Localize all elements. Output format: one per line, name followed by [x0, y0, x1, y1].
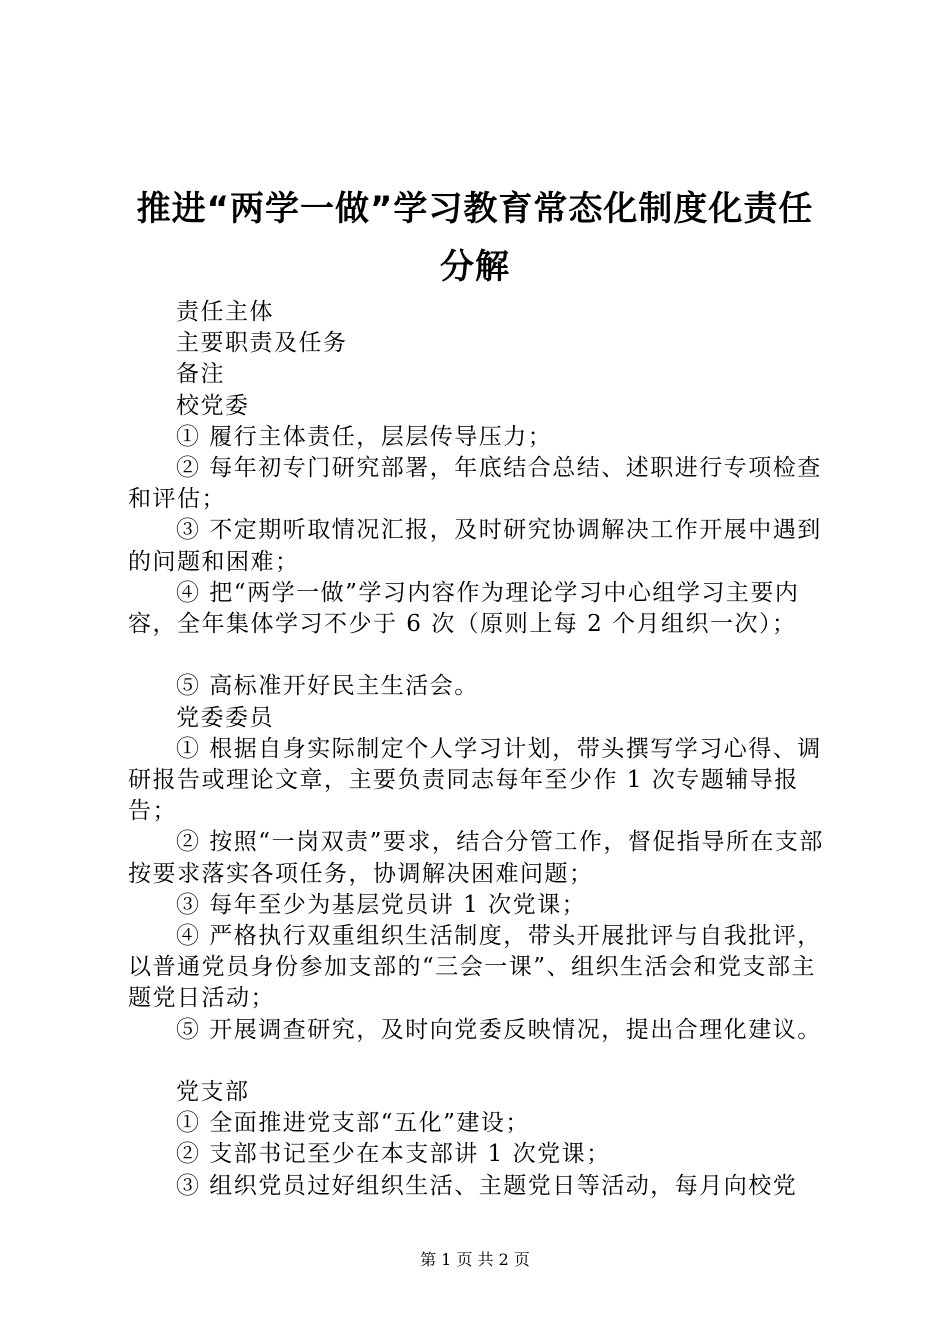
paragraph: ⑤ 开展调查研究，及时向党委反映情况，提出合理化建议。 — [176, 1016, 822, 1043]
paragraph: ① 根据自身实际制定个人学习计划，带头撰写学习心得、调研报告或理论文章，主要负责同志每年至少作 1 次专题辅导报告； — [128, 735, 822, 825]
section-heading: 党委委员 — [176, 704, 274, 731]
paragraph: 主要职责及任务 — [176, 330, 348, 357]
paragraph: ② 按照“一岗双责”要求，结合分管工作，督促指导所在支部按要求落实各项任务，协调解决困难问题； — [128, 829, 824, 887]
page-footer: 第 1 页 共 2 页 — [420, 1250, 530, 1269]
paragraph: 备注 — [176, 361, 225, 388]
paragraph: ② 支部书记至少在本支部讲 1 次党课； — [176, 1141, 611, 1168]
paragraph: ③ 每年至少为基层党员讲 1 次党课； — [176, 891, 587, 918]
paragraph: ④ 严格执行双重组织生活制度，带头开展批评与自我批评，以普通党员身份参加支部的“三会一课”、组织生活会和党支部主题党日活动； — [128, 923, 822, 1012]
paragraph: ③ 不定期听取情况汇报，及时研究协调解决工作开展中遇到的问题和困难； — [128, 517, 822, 575]
title-line-2: 分解 — [440, 247, 510, 287]
document-body — [128, 297, 834, 1202]
paragraph: ④ 把“两学一做”学习内容作为理论学习中心组学习主要内容，全年集体学习不少于 6 次（原则上每 2 个月组织一次）； — [128, 579, 800, 638]
paragraph: 责任主体 — [176, 299, 274, 325]
paragraph: ⑤ 高标准开好民主生活会。 — [176, 673, 479, 700]
document-title — [0, 180, 950, 296]
section-heading: 校党委 — [176, 392, 250, 419]
paragraph: ① 全面推进党支部“五化”建设； — [176, 1110, 530, 1137]
title-line-1: 推进“两学一做”学习教育常态化制度化责任 — [136, 189, 814, 229]
paragraph: ② 每年初专门研究部署，年底结合总结、述职进行专项检查和评估； — [128, 455, 822, 513]
section-heading: 党支部 — [176, 1079, 250, 1106]
paragraph: ① 履行主体责任，层层传导压力； — [176, 423, 553, 450]
paragraph: ③ 组织党员过好组织生活、主题党日等活动，每月向校党 — [176, 1172, 798, 1199]
